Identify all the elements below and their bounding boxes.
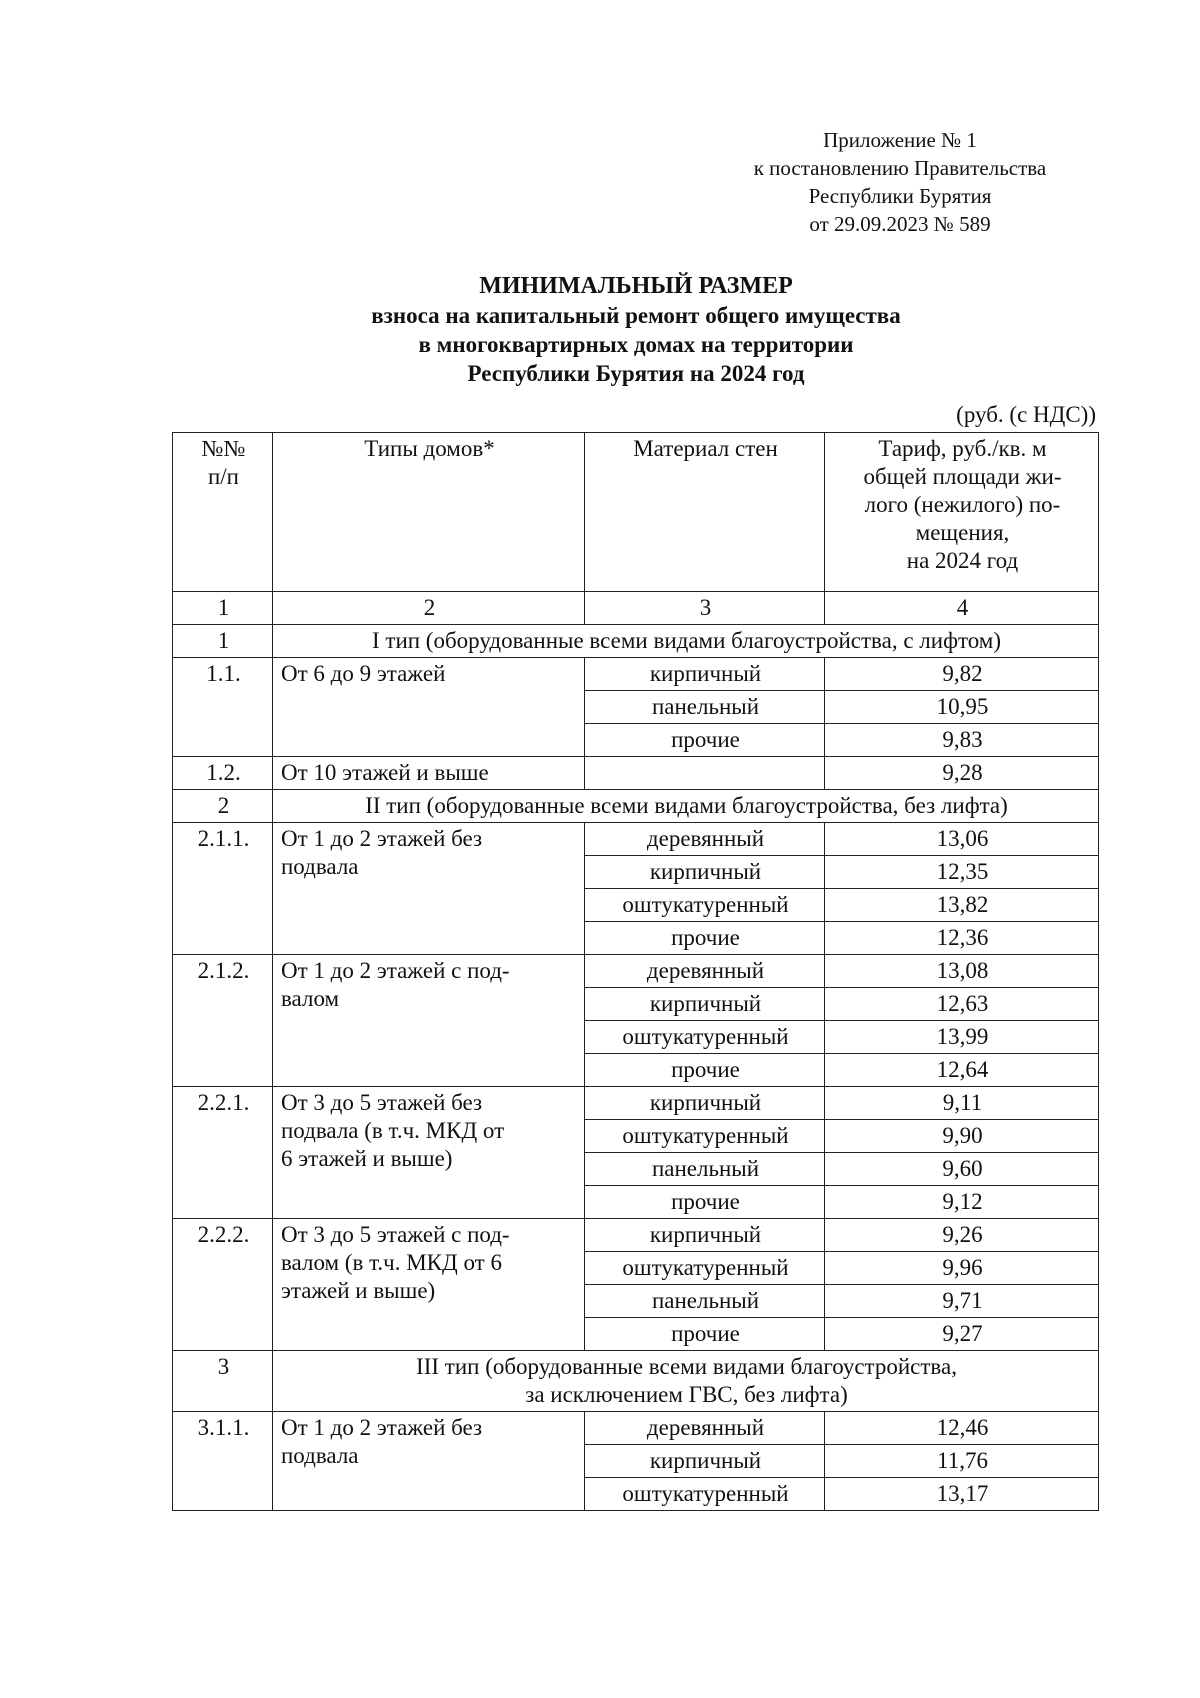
table-row	[173, 955, 1099, 988]
section-label	[273, 1351, 1099, 1412]
tariff-value: 9,82	[825, 658, 1099, 691]
appendix-line: к постановлению Правительства	[753, 156, 1047, 180]
tariff-value: 12,35	[825, 856, 1099, 889]
column-number: 1	[173, 592, 273, 625]
tariff-value: 9,60	[825, 1153, 1099, 1186]
wall-material: прочие	[585, 1318, 825, 1351]
tariff-value: 13,82	[825, 889, 1099, 922]
wall-material: прочие	[585, 724, 825, 757]
units-note: (руб. (с НДС))	[956, 402, 1096, 427]
house-type-line: От 3 до 5 этажей без	[281, 1090, 483, 1115]
house-type	[273, 1219, 585, 1351]
header-tariff-line: мещения,	[915, 520, 1010, 545]
tariff-value: 9,12	[825, 1186, 1099, 1219]
section-label-line: за исключением ГВС, без лифта)	[525, 1382, 848, 1407]
tariff-value: 11,76	[825, 1445, 1099, 1478]
column-number: 4	[825, 592, 1099, 625]
house-type-line: От 1 до 2 этажей с под-	[281, 958, 510, 983]
tariff-value: 9,26	[825, 1219, 1099, 1252]
house-type-line: подвала	[281, 854, 359, 879]
header-type: Типы домов*	[273, 433, 585, 592]
header-tariff-line: лого (нежилого) по-	[864, 492, 1061, 517]
wall-material: оштукатуренный	[585, 1120, 825, 1153]
wall-material: прочие	[585, 1186, 825, 1219]
row-num: 2.1.2.	[173, 955, 273, 1087]
house-type-line: подвала	[281, 1443, 359, 1468]
section-label: II тип (оборудованные всеми видами благоустройства, без лифта)	[273, 790, 1099, 823]
title-line: взноса на капитальный ремонт общего имущества	[371, 303, 901, 328]
wall-material: деревянный	[585, 823, 825, 856]
section-num: 3	[173, 1351, 273, 1412]
section-row	[173, 625, 1099, 658]
house-type-line: От 1 до 2 этажей без	[281, 1415, 483, 1440]
tariff-value: 9,83	[825, 724, 1099, 757]
title-line: в многоквартирных домах на территории	[418, 332, 854, 357]
row-num: 2.2.2.	[173, 1219, 273, 1351]
wall-material: кирпичный	[585, 1445, 825, 1478]
tariff-value: 9,90	[825, 1120, 1099, 1153]
wall-material: оштукатуренный	[585, 1021, 825, 1054]
house-type	[273, 1087, 585, 1219]
table-row	[173, 1087, 1099, 1120]
tariff-value: 9,71	[825, 1285, 1099, 1318]
tariff-value: 13,17	[825, 1478, 1099, 1511]
appendix-line: Приложение № 1	[823, 128, 977, 152]
tariff-value: 13,08	[825, 955, 1099, 988]
tariff-value: 13,99	[825, 1021, 1099, 1054]
section-num: 2	[173, 790, 273, 823]
header-num	[173, 433, 273, 592]
header-num-line: №№	[201, 436, 246, 461]
tariff-value: 12,46	[825, 1412, 1099, 1445]
section-label-line: III тип (оборудованные всеми видами благоустройства,	[416, 1354, 957, 1379]
title-line: Республики Бурятия на 2024 год	[467, 361, 805, 386]
column-number: 3	[585, 592, 825, 625]
tariff-value: 13,06	[825, 823, 1099, 856]
section-num: 1	[173, 625, 273, 658]
tariff-value: 9,96	[825, 1252, 1099, 1285]
section-row	[173, 1351, 1099, 1412]
house-type-line: валом	[281, 986, 340, 1011]
section-label: I тип (оборудованные всеми видами благоустройства, с лифтом)	[273, 625, 1099, 658]
row-num: 1.2.	[173, 757, 273, 790]
header-material: Материал стен	[585, 433, 825, 592]
table-row	[173, 757, 1099, 790]
house-type	[273, 955, 585, 1087]
wall-material: кирпичный	[585, 1219, 825, 1252]
wall-material: оштукатуренный	[585, 1252, 825, 1285]
house-type-line: 6 этажей и выше)	[281, 1146, 453, 1171]
table-row	[173, 823, 1099, 856]
wall-material: оштукатуренный	[585, 889, 825, 922]
wall-material: кирпичный	[585, 988, 825, 1021]
tariff-value: 9,11	[825, 1087, 1099, 1120]
house-type-line: валом (в т.ч. МКД от 6	[281, 1250, 502, 1275]
appendix-line: Республики Бурятия	[808, 184, 992, 208]
tariff-value: 12,36	[825, 922, 1099, 955]
column-number: 2	[273, 592, 585, 625]
wall-material: прочие	[585, 1054, 825, 1087]
row-num: 2.2.1.	[173, 1087, 273, 1219]
tariff-value: 9,27	[825, 1318, 1099, 1351]
house-type	[273, 1412, 585, 1511]
house-type: От 6 до 9 этажей	[273, 658, 585, 757]
table-header-row	[173, 433, 1099, 592]
header-tariff-line: на 2024 год	[906, 548, 1019, 573]
wall-material	[585, 757, 825, 790]
column-numbers-row	[173, 592, 1099, 625]
wall-material: панельный	[585, 1285, 825, 1318]
tariff-value: 12,63	[825, 988, 1099, 1021]
house-type	[273, 823, 585, 955]
tariff-value: 10,95	[825, 691, 1099, 724]
house-type-line: этажей и выше)	[281, 1278, 436, 1303]
wall-material: кирпичный	[585, 856, 825, 889]
table-row	[173, 1412, 1099, 1445]
house-type: От 10 этажей и выше	[273, 757, 585, 790]
wall-material: панельный	[585, 691, 825, 724]
wall-material: кирпичный	[585, 1087, 825, 1120]
wall-material: прочие	[585, 922, 825, 955]
table-row	[173, 1219, 1099, 1252]
house-type-line: подвала (в т.ч. МКД от	[281, 1118, 505, 1143]
appendix-block	[700, 126, 1100, 238]
wall-material: оштукатуренный	[585, 1478, 825, 1511]
table-row	[173, 658, 1099, 691]
section-row	[173, 790, 1099, 823]
row-num: 2.1.1.	[173, 823, 273, 955]
wall-material: панельный	[585, 1153, 825, 1186]
row-num: 1.1.	[173, 658, 273, 757]
wall-material: деревянный	[585, 1412, 825, 1445]
appendix-line: от 29.09.2023 № 589	[809, 212, 991, 236]
header-tariff	[825, 433, 1099, 592]
wall-material: деревянный	[585, 955, 825, 988]
tariff-table	[172, 432, 1099, 1511]
tariff-value: 12,64	[825, 1054, 1099, 1087]
document-title	[172, 272, 1100, 388]
house-type-line: От 1 до 2 этажей без	[281, 826, 483, 851]
header-tariff-line: Тариф, руб./кв. м	[878, 436, 1047, 461]
wall-material: кирпичный	[585, 658, 825, 691]
title-line: МИНИМАЛЬНЫЙ РАЗМЕР	[479, 273, 793, 299]
header-num-line: п/п	[207, 464, 239, 489]
row-num: 3.1.1.	[173, 1412, 273, 1511]
tariff-value: 9,28	[825, 757, 1099, 790]
header-tariff-line: общей площади жи-	[863, 464, 1062, 489]
house-type-line: От 3 до 5 этажей с под-	[281, 1222, 510, 1247]
